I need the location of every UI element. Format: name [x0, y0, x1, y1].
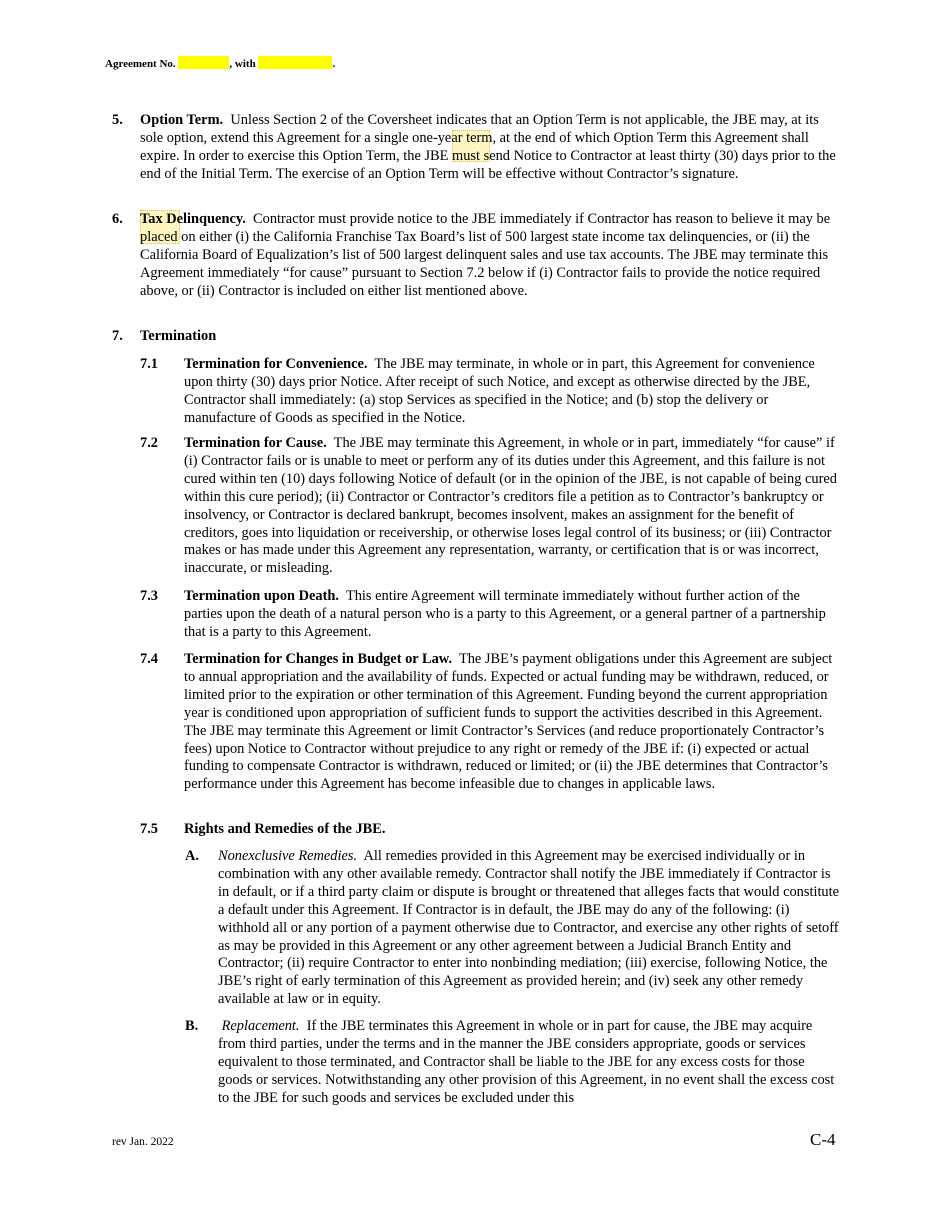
section-number: B.	[185, 1018, 199, 1034]
section-text: The JBE may terminate, in whole or in part, this Agreement for convenience upon thirty (30) days prior Notice. After receipt of such Notice, and except as otherwise directed by the JBE, Contractor shall immediately: (a) stop Services as specified in the Notice; and (b) stop the delivery or manufacture of Goods as specified in the Notice.	[184, 356, 815, 426]
section-number: 7.1	[140, 356, 158, 372]
section-text: The JBE’s payment obligations under this Agreement are subject to annual appropriation and the availability of funds. Expected or actual funding may be withdrawn, reduced, or limited prior to the expiration or other termination of this Agreement. Funding beyond the current appropriation year is conditioned upon appropriation of sufficient funds to support the activities described in this Agreement. The JBE may terminate this Agreement or limit Contractor’s Services (and reduce proportionately Contractor’s fees) upon Notice to Contractor without prejudice to any right or remedy of the JBE if: (i) expected or actual funding to compensate Contractor is withdrawn, reduced or limited; or (ii) the JBE determines that Contractor’s performance under this Agreement has become infeasible due to changes in applicable laws.	[184, 651, 833, 793]
section-heading: Termination for Changes in Budget or Law.	[184, 651, 452, 667]
section-7-3	[140, 588, 840, 642]
with-label: , with	[229, 58, 259, 70]
agreement-header	[105, 56, 335, 70]
section-number: 7.2	[140, 435, 158, 451]
agreement-label: Agreement No.	[105, 58, 179, 70]
section-heading: Termination upon Death.	[184, 588, 339, 604]
section-heading: Option Term.	[140, 112, 224, 128]
section-text: All remedies provided in this Agreement may be exercised individually or in combination with any other available remedy. Contractor shall notify the JBE immediately if Contractor is in default, or if a third party claim or dispute is brought or threatened that alleges facts that would constitute a default under this Agreement. If Contractor is in default, the JBE may do any of the following: (i) withhold all or any portion of a payment otherwise due to Contractor, and exercise any other rights of setoff as may be provided in this Agreement or any other agreement between a Judicial Branch Entity and Contractor; (ii) require Contractor to enter into nonbinding mediation; (iii) exercise, following Notice, the JBE’s right of early termination of this Agreement as provided herein; and (iv) seek any other remedy available at law or in equity.	[218, 848, 840, 1008]
revision-date: rev Jan. 2022	[112, 1136, 174, 1148]
section-7	[112, 328, 840, 346]
section-text: Contractor must provide notice to the JBE immediately if Contractor has reason to believe it may be placed on either (i) the California Franchise Tax Board’s list of 500 largest state income tax delinquencies, or (ii) the California Board of Equalization’s list of 500 largest delinquent sales and use tax accounts. The JBE may terminate this Agreement immediately “for cause” pursuant to Section 7.2 below if (i) Contractor fails to provide the notice required above, or (ii) Contractor is included on either list mentioned above.	[140, 211, 831, 299]
page-number: C-4	[810, 1130, 836, 1149]
section-text: The JBE may terminate this Agreement, in whole or in part, immediately “for cause” if (i) Contractor fails or is unable to meet or perform any of its duties under this Agreement, and this failure is not cured within ten (10) days following Notice of default (or in the opinion of the JBE, is not capable of being cured within this cure period); (ii) Contractor or Contractor’s creditors file a petition as to Contractor’s bankruptcy or insolvency, or Contractor is declared bankrupt, becomes insolvent, makes an assignment for the benefit of creditors, goes into liquidation or receivership, or otherwise loses legal control of its business; or (iii) Contractor makes or has made under this Agreement any representation, warranty, or certification that is or was incorrect, inaccurate, or misleading.	[184, 435, 838, 577]
section-6	[112, 211, 840, 301]
section-number: 7.	[112, 328, 123, 344]
header-period: .	[332, 58, 336, 70]
section-7-5-b	[185, 1018, 840, 1108]
section-heading: Termination for Convenience.	[184, 356, 368, 372]
section-7-5-a	[185, 848, 840, 1009]
section-number: 6.	[112, 211, 123, 227]
section-heading: Replacement.	[221, 1018, 300, 1034]
section-heading: Termination	[140, 328, 217, 344]
section-text: This entire Agreement will terminate immediately without further action of the parties upon the death of a natural person who is a party to this Agreement, or a general partner of a partnership that is a party to this Agreement.	[184, 588, 826, 640]
section-text: If the JBE terminates this Agreement in whole or in part for cause, the JBE may acquire from third parties, under the terms and in the manner the JBE considers appropriate, goods or services equivalent to those terminated, and Contractor shall be liable to the JBE for any excess costs for those goods or services. Notwithstanding any other provision of this Agreement, in no event shall the excess cost to the JBE for such goods and services be excluded under this	[218, 1018, 835, 1106]
section-7-5	[140, 821, 840, 839]
contractor-name-field[interactable]	[258, 56, 332, 69]
section-5	[112, 112, 840, 184]
agreement-number-field[interactable]	[178, 56, 229, 69]
section-text: Unless Section 2 of the Coversheet indicates that an Option Term is not applicable, the JBE may, at its sole option, extend this Agreement for a single one-year term, at the end of which Option Term this Agreement shall expire. In order to exercise this Option Term, the JBE must send Notice to Contractor at least thirty (30) days prior to the end of the Initial Term. The exercise of an Option Term will be effective without Contractor’s signature.	[140, 112, 836, 182]
section-7-2	[140, 435, 840, 578]
section-heading: Nonexclusive Remedies.	[218, 848, 358, 864]
section-number: A.	[185, 848, 199, 864]
section-heading: Tax Delinquency.	[140, 211, 246, 227]
section-heading: Termination for Cause.	[184, 435, 327, 451]
section-number: 5.	[112, 112, 123, 128]
section-7-1	[140, 356, 840, 428]
section-number: 7.3	[140, 588, 158, 604]
section-7-4	[140, 651, 840, 794]
section-number: 7.4	[140, 651, 158, 667]
section-number: 7.5	[140, 821, 158, 837]
section-heading: Rights and Remedies of the JBE.	[184, 821, 386, 837]
